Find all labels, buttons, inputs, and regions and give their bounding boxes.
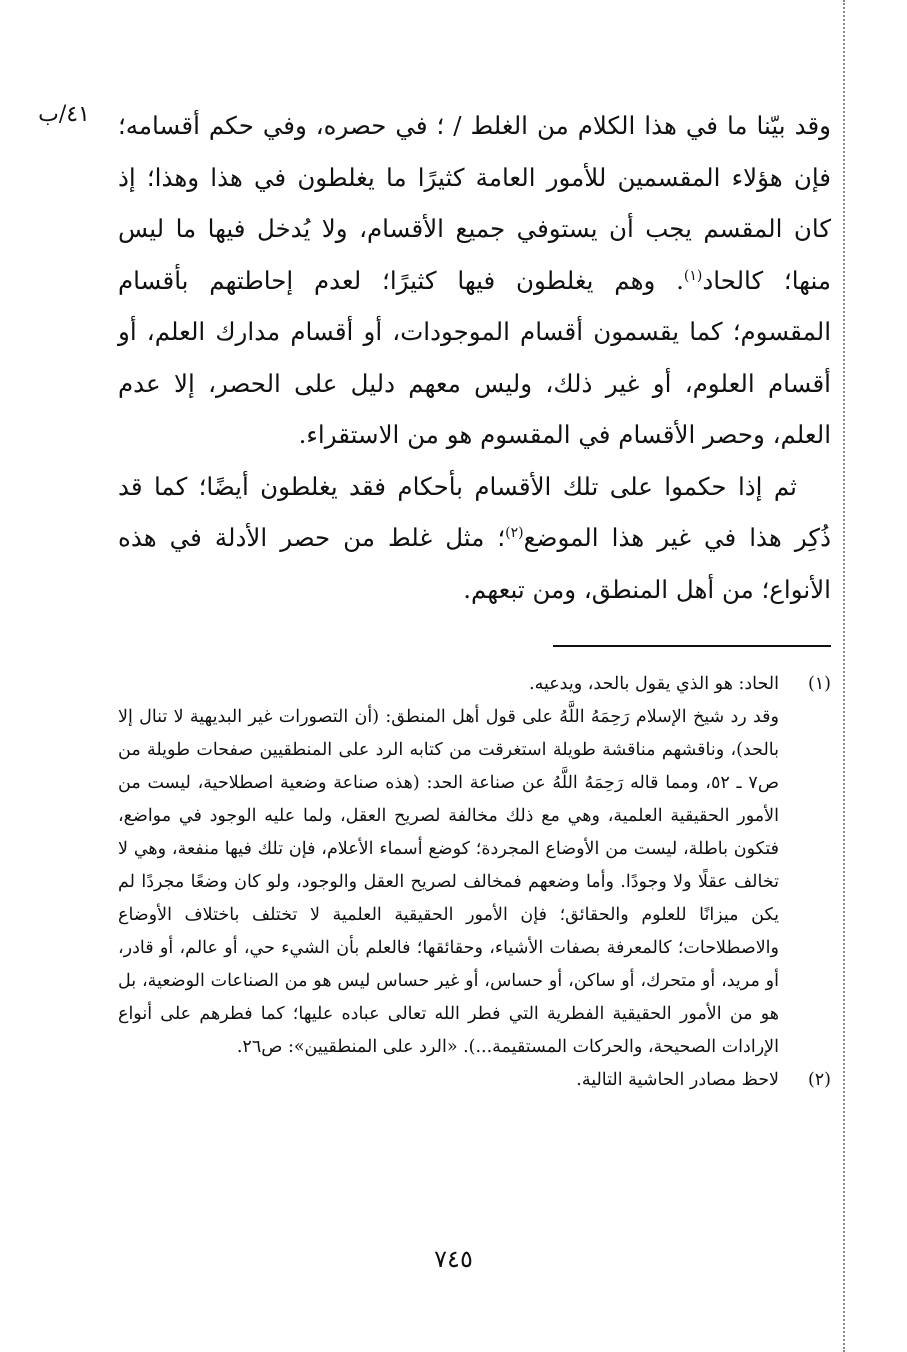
gutter-dotted-line: [843, 0, 845, 1352]
footnote-body: [118, 1064, 779, 1097]
paragraph-text: ؛ مثل غلط من حصر الأدلة في هذه الأنواع؛ من أهل المنطق، ومن تبعهم.: [118, 523, 831, 604]
main-text-body: [118, 100, 831, 615]
paragraph-text: وقد بيّنا ما في هذا الكلام من الغلط / ؛ في حصره، وفي حكم أقسامه؛ فإن هؤلاء المقسمين للأمور العامة كثيرًا ما يغلطون في هذا وهذا؛ إذ كان المقسم يجب أن يستوفي جميع الأقسام، ولا يُدخل فيها ما ليس منها؛ كالحاد: [118, 111, 831, 295]
footnotes-section: [118, 668, 831, 1097]
footnote: [118, 1064, 831, 1097]
footnote-number: (٢): [807, 1070, 831, 1090]
manuscript-folio-marker: ٤١/ب: [38, 102, 90, 127]
footnote-number: (١): [807, 674, 831, 694]
footnote-line: لاحظ مصادر الحاشية التالية.: [576, 1070, 779, 1090]
footnote-line: وقد رد شيخ الإسلام رَحِمَهُ اللَّهُ على قول أهل المنطق: (أن التصورات غير البديهية لا تنال إلا بالحد)، وناقشهم مناقشة طويلة استغرقت من كتابه الرد على المنطقيين صفحات طويلة من ص٧ ـ ٥٢، ومما قاله رَحِمَهُ اللَّهُ عن صناعة الحد: (هذه صناعة وضعية اصطلاحية، ليست من الأمور الحقيقية العلمية، وهي مع ذلك مخالفة لصريح العقل، ولما عليه الوجود في مواضع، فتكون باطلة، ليست من الأوضاع المجردة؛ كوضع أسماء الأعلام، فإن تلك فيها منفعة، وهي لا تخالف عقلًا ولا وجودًا. وأما وضعهم فمخالف لصريح العقل والوجود، ولو كان وضعًا مجردًا لم يكن ميزانًا للعلوم والحقائق؛ فإن الأمور الحقيقية العلمية لا تختلف باختلاف الأوضاع والاصطلاحات؛ كالمعرفة بصفات الأشياء، وحقائقها؛ فالعلم بأن الشيء حي، أو عالم، أو قادر، أو مريد، أو متحرك، أو ساكن، أو حساس، أو غير حساس ليس هو من الصناعات الوضعية، بل هو من الأمور الحقيقية الفطرية التي فطر الله تعالى عباده عليها؛ كما فطرهم على أنواع الإرادات الصحيحة، والحركات المستقيمة...). «الرد على المنطقيين»: ص٢٦.: [118, 707, 779, 1057]
footnote-body: [118, 668, 779, 1064]
footnote-separator: [553, 645, 831, 647]
footnote: [118, 668, 831, 1064]
footnote-reference[interactable]: (٢): [505, 524, 524, 541]
footnote-line: الحاد: هو الذي يقول بالحد، ويدعيه.: [529, 674, 779, 694]
page-number: ٧٤٥: [434, 1245, 473, 1273]
paragraph-text: ثم إذا حكموا على تلك الأقسام بأحكام فقد يغلطون أيضًا؛ كما قد ذُكِر هذا في غير هذا الموضع: [118, 471, 831, 552]
main-paragraph: [118, 100, 831, 461]
main-paragraph: [118, 461, 831, 616]
paragraph-text: . وهم يغلطون فيها كثيرًا؛ لعدم إحاطتهم بأقسام المقسوم؛ كما يقسمون أقسام الموجودات، أو أقسام مدارك العلم، أو أقسام العلوم، أو غير ذلك، وليس معهم دليل على الحصر، إلا عدم العلم، وحصر الأقسام في المقسوم هو من الاستقراء.: [118, 265, 831, 449]
footnote-reference[interactable]: (١): [683, 267, 703, 284]
